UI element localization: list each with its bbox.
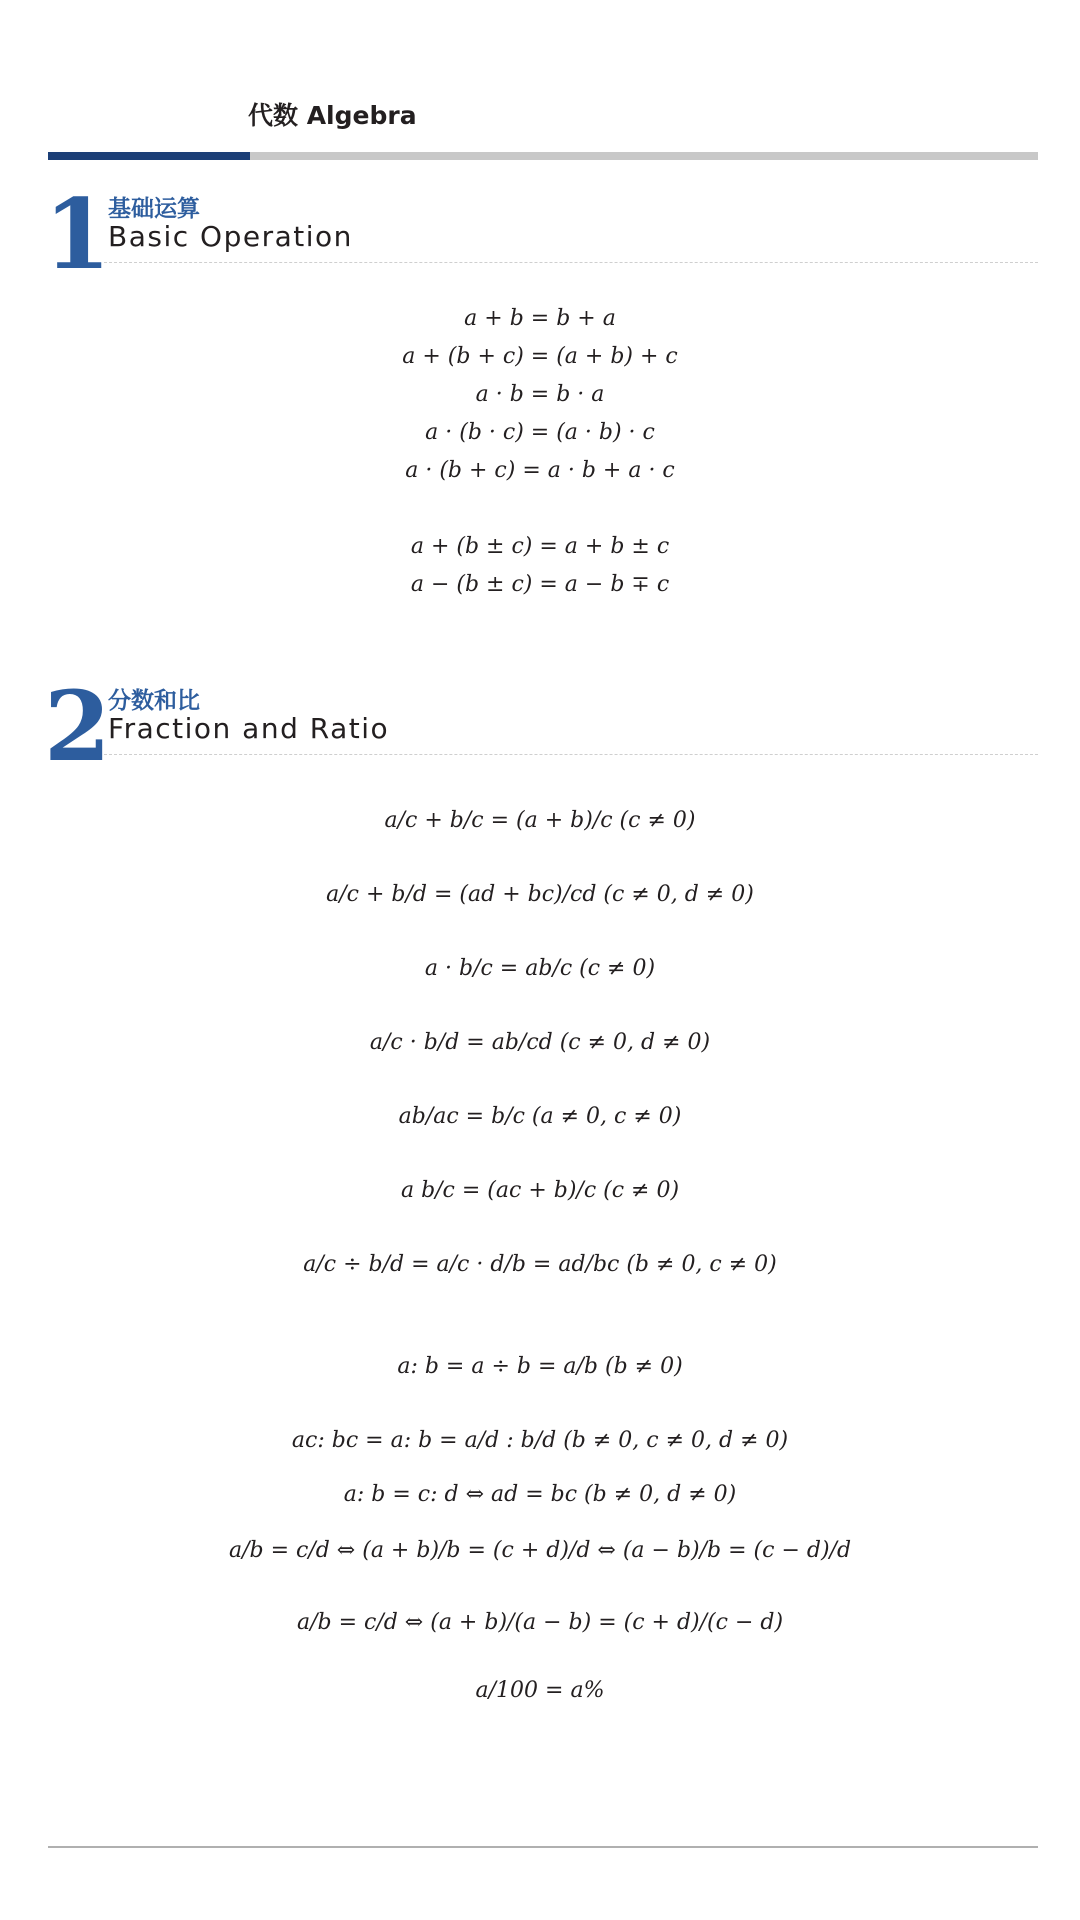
formula: a/c ÷ b/d = a/c · d/b = ad/bc (b ≠ 0, c ≠ 0) — [303, 1252, 777, 1277]
formula: a + (b ± c) = a + b ± c — [410, 534, 670, 559]
formula: a + (b + c) = (a + b) + c — [402, 344, 678, 369]
formula: a − (b ± c) = a − b ∓ c — [410, 572, 670, 597]
section-number: 2 — [44, 670, 109, 783]
section-title-en: Basic Operation — [108, 220, 353, 253]
formula: a/100 = a% — [475, 1678, 605, 1703]
formula: a b/c = (ac + b)/c (c ≠ 0) — [400, 1178, 680, 1203]
formula: ac: bc = a: b = a/d : b/d (b ≠ 0, c ≠ 0, d ≠ 0) — [291, 1428, 789, 1453]
formula: a/c + b/c = (a + b)/c (c ≠ 0) — [384, 808, 696, 833]
section-title-cn: 基础运算 — [108, 196, 200, 222]
formula: a + b = b + a — [464, 306, 616, 331]
formula: a: b = c: d ⇔ ad = bc (b ≠ 0, d ≠ 0) — [343, 1482, 737, 1507]
header-divider-accent — [48, 152, 250, 160]
formula: a · b/c = ab/c (c ≠ 0) — [424, 956, 656, 981]
formula: a · (b + c) = a · b + a · c — [405, 458, 675, 483]
formula: a · (b · c) = (a · b) · c — [425, 420, 655, 445]
section-title-cn: 分数和比 — [108, 688, 200, 714]
page-header-title: 代数 Algebra — [248, 101, 417, 130]
section-number: 1 — [44, 178, 109, 291]
formula: ab/ac = b/c (a ≠ 0, c ≠ 0) — [398, 1104, 682, 1129]
formula: a · b = b · a — [475, 382, 605, 407]
formula: a/c · b/d = ab/cd (c ≠ 0, d ≠ 0) — [369, 1030, 711, 1055]
formula: a/c + b/d = (ad + bc)/cd (c ≠ 0, d ≠ 0) — [326, 882, 754, 907]
formula: a/b = c/d ⇔ (a + b)/(a − b) = (c + d)/(c − d) — [296, 1610, 784, 1635]
section-dashed-rule — [104, 754, 1038, 755]
section-title-en: Fraction and Ratio — [108, 712, 390, 745]
section-dashed-rule — [104, 262, 1038, 263]
footer-rule — [48, 1846, 1038, 1848]
section-basic-operation-header — [44, 178, 1038, 291]
formula: a/b = c/d ⇔ (a + b)/b = (c + d)/d ⇔ (a − b)/b = (c − d)/d — [228, 1538, 852, 1563]
header-divider-bar — [48, 152, 1038, 160]
section-fraction-ratio-header — [44, 670, 1038, 783]
formula: a: b = a ÷ b = a/b (b ≠ 0) — [397, 1354, 683, 1379]
